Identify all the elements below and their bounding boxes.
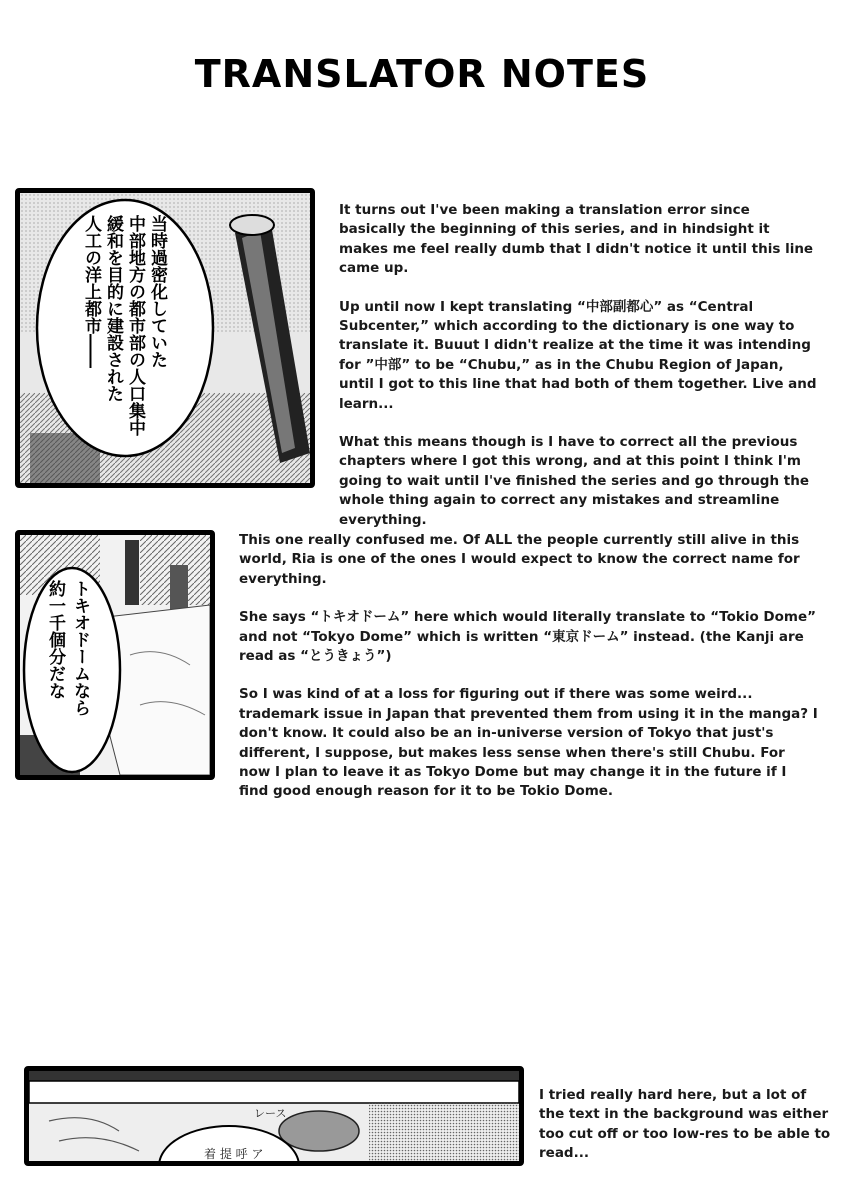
note-paragraph: This one really confused me. Of ALL the people currently still alive in this world, Ria is one of the ones I would expect to know the correct name for everything. bbox=[239, 532, 800, 587]
manga-panel-3 bbox=[24, 1066, 524, 1166]
translator-note-3 bbox=[539, 1086, 835, 1183]
note-paragraph: She says “トキオドーム” here which would literally translate to “Tokio Dome” and not “Tokyo Dome” which is written “東京ドーム” instead. (the Kanji are read as “とうきょう”) bbox=[239, 609, 816, 665]
panel-3-sign-text: レース bbox=[254, 1107, 287, 1120]
note-paragraph: So I was kind of at a loss for figuring out if there was some weird... trademark issue in Japan that prevented them from using it in the manga? I don't know. It could also be an in-universe version of Tokyo that just's different, I suppose, but makes less sense when there's still Chubu. For now I plan to leave it as Tokyo Dome but may change it in the future if I find good enough reason for it to be Tokio Dome. bbox=[239, 686, 818, 800]
bubble-line: トキオドームなら bbox=[70, 580, 90, 716]
bubble-line: 約一千個分だな bbox=[45, 580, 65, 699]
note-paragraph: It turns out I've been making a translation error since basically the beginning of this series, and in hindsight it makes me feel really dumb that I didn't notice it until this line came up. bbox=[339, 202, 814, 277]
manga-panel-2 bbox=[15, 530, 215, 780]
bubble-line: 当時過密化していた bbox=[147, 215, 167, 368]
panel-2-speech-text bbox=[42, 580, 92, 765]
translator-note-1 bbox=[339, 201, 821, 549]
note-paragraph: What this means though is I have to correct all the previous chapters where I got this wrong, and at this point I think I'm going to wait until I've finished the series and go through the whole thing again to correct any mistakes and streamline everything. bbox=[339, 434, 809, 528]
note-paragraph: I tried really hard here, but a lot of the text in the background was either too cut off or too low-res to be able to read... bbox=[539, 1087, 831, 1162]
note-paragraph: Up until now I kept translating “中部副都心” as “Central Subcenter,” which according to the dictionary is one way to translate it. Buuut I didn't realize at the time it was intending for ”中部” to be “Chubu,” as in the Chubu Region of Japan, until I got to this line that had both of them together. Live and learn... bbox=[339, 298, 817, 412]
panel-1-speech-text bbox=[80, 215, 168, 465]
page-title: TRANSLATOR NOTES bbox=[194, 52, 650, 96]
bubble-line: 中部地方の都市部の人口集中 bbox=[125, 215, 145, 436]
bubble-line: 緩和を目的に建設された bbox=[103, 215, 123, 402]
bubble-line: 人工の洋上都市―― bbox=[81, 215, 101, 368]
panel-3-sign-text: 着 提 呼 ア bbox=[204, 1147, 264, 1161]
manga-panel-1 bbox=[15, 188, 315, 488]
translator-note-2 bbox=[239, 531, 819, 821]
